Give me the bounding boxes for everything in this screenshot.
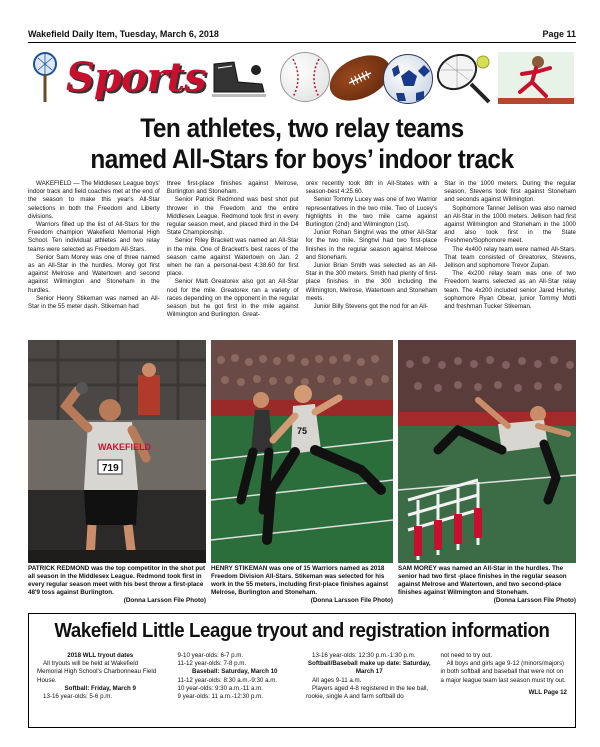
box-text: All tryouts will be held at Wakefield Memorial High School's Charbonneau Field House.: [37, 660, 157, 684]
photo-credit: (Donna Larsson File Photo): [310, 597, 393, 605]
paragraph: Star in the 1000 meters. During the regular season, Stevens took first against Stoneham and seconds against Wilmington.: [444, 180, 576, 204]
little-league-title: Wakefield Little League tryout and registration information: [54, 620, 550, 642]
headline: [50, 113, 554, 175]
sports-banner: [28, 46, 576, 108]
article-body: [28, 180, 576, 332]
box-subhead: Softball: Friday, March 9: [64, 684, 136, 692]
box-text: 9 year-olds: 11 a.m.-12:30 p.m.: [177, 693, 264, 701]
caption-text: SAM MOREY was named an All-Star in the hurdles. The senior had two first -place finishes in the regular season against Melrose and Watertown, and two second-place finishes against Wilmington and Stoneham.: [398, 565, 567, 597]
box-text: All boys and girls age 9-12 (minors/majors) in both softball and baseball that were not on a major league team last season must try out.: [440, 660, 566, 684]
box-text: 13-16 year-olds: 12:30 p.m.-1:30 p.m.: [312, 652, 416, 659]
soccer-ball-icon: [383, 54, 433, 104]
baseball-icon: [280, 52, 330, 102]
article-column-1: [28, 180, 160, 332]
masthead-page-number: Page 11: [542, 29, 576, 39]
caption-text: HENRY STIKEMAN was one of 15 Warriors named as 2018 Freedom Division All-Stars. Stikeman was selected for his work in the 55 meters, including first-place finishes against Melrose, Burlington and Stoneham.: [211, 565, 389, 597]
box-text: 11-12 year-olds: 7-8 p.m.: [177, 660, 247, 668]
box-text: Players aged 4-8 registered in the tee ball, rookie, single A and farm softball do: [306, 684, 429, 701]
masthead-paper-date: Wakefield Daily Item, Tuesday, March 6, 2018: [28, 29, 219, 39]
headline-line-2: named All-Stars for boys’ indoor track: [90, 144, 514, 174]
bib-number: 75: [297, 426, 308, 436]
section-title: Sports: [66, 54, 206, 101]
caption-sprint: [211, 565, 393, 607]
little-league-box: [28, 613, 576, 728]
box-column-2: [172, 652, 299, 701]
track-runner-icon: [498, 52, 574, 104]
photo-shot-put: [28, 340, 206, 563]
paragraph: Senior Henry Stikeman was named an All-Star in the 55 meter dash. Stikeman had: [28, 294, 160, 311]
jump-line: WLL Page 12: [528, 688, 567, 696]
photo-sprint: [211, 340, 393, 563]
paragraph: Junior Rohan Singhvi was the other All-Star for the two mile. Singhvi had two first-place finishes in the regular season against Melrose and Stoneham.: [305, 229, 438, 261]
box-subhead: 2018 WLL tryout dates: [67, 652, 134, 659]
paragraph: The 4x400 relay team were named All-Stars. That team consisted of Greatorex, Stevens, Jellison and sophomore Trevor Zupan.: [444, 245, 576, 270]
paragraph: orex recently took 8th in All-States with a season-best 4:25.60.: [305, 180, 438, 196]
article-column-4: [444, 180, 576, 332]
paragraph: Senior Tommy Lucey was one of two Warrior representatives in the two mile. Two of Lucey's highlights in the two mile came against Burlington (2nd) and Wilmington (1st).: [305, 196, 438, 229]
box-text: 11-12 year-olds: 8:30 a.m.-9:30 a.m.: [177, 676, 278, 684]
jersey-lettering: WAKEFIELD: [98, 442, 151, 452]
paragraph: three first-place finishes against Melrose, Burlington and Stoneham.: [166, 180, 299, 196]
article-column-2: [167, 180, 299, 332]
paragraph: Junior Billy Stevens got the nod for an All-: [313, 303, 429, 311]
box-column-1: [37, 652, 164, 701]
hockey-skate-icon: [208, 56, 268, 101]
box-subhead: Softball/Baseball make up date: Saturday, March 17: [307, 660, 431, 676]
photo-credit: (Donna Larsson File Photo): [493, 597, 576, 605]
paragraph: Senior Riley Brackett was named an All-Star in the mile. One of Brackett's best races of the season came against Watertown on Jan. 2 when he ran a personal-best 4:38.60 for first place.: [166, 237, 299, 278]
caption-hurdles: [398, 565, 576, 607]
headline-line-1: Ten athletes, two relay teams: [140, 113, 464, 143]
bib-number: 719: [102, 463, 119, 474]
photo-strip: [28, 340, 576, 563]
lacrosse-stick-icon: [30, 52, 60, 102]
box-column-4: [441, 652, 568, 701]
photo-captions: [28, 565, 576, 607]
box-text: 9-10 year-olds: 6-7 p.m.: [177, 652, 244, 659]
paragraph: Sophomore Tanner Jellison was also named an All-Star in the 1000 meters. Jellison had first against Wilmington and Stoneham in the 1000 and also took first in the State Freshmen/Sophomore meet.: [444, 204, 576, 245]
paragraph: Senior Matt Greatorex also got an All-Star nod for the mile. Greatorex ran a variety of races depending on the opponent in the regular season but he got first in the mile against Wilmington and Burlington. Great-: [166, 278, 299, 319]
box-text: not need to try out.: [440, 652, 493, 659]
masthead-rule: [28, 42, 576, 43]
box-subhead: Baseball: Saturday, March 10: [191, 668, 278, 676]
paragraph: Senior Patrick Redmond was best shot put thrower in the Freedom and the entire Middlesex League. Redmond took first in every regular season meet, and placed third in the D4 State Championship.: [166, 196, 299, 237]
photo-hurdles: [398, 340, 576, 563]
box-text: All ages 9-11 a.m.: [312, 676, 362, 684]
box-column-3: [306, 652, 433, 701]
box-text: 13-16 year-olds: 5-6 p.m.: [43, 693, 113, 701]
box-text: 10 year-olds: 9:30 a.m.-11 a.m.: [177, 684, 264, 692]
paragraph: Warriors filled up the list of All-Stars for the Freedom champion Wakefield Memorial High School. Ten individual athletes and two relay teams were selected as Freedom All-Stars.: [28, 221, 160, 253]
paragraph: Junior Brian Smith was selected as an All-Star in the 300 meters. Smith had plenty of first-place finishes in the 300 including the Wilmington, Melrose, Watertown and Stoneham meets.: [305, 262, 438, 302]
paragraph: Senior Sam Morey was one of three named as an All-Star in the hurdles. Morey got first against Melrose and Watertown and second against Wilmington and Stoneham in the hurdles.: [28, 253, 160, 294]
tennis-racket-icon: [433, 50, 493, 106]
photo-credit: (Donna Larsson File Photo): [123, 597, 206, 605]
paragraph: WAKEFIELD — The Middlesex League boys' indoor track and field coaches met at the end of the season to make this year's All-Star selections in both the Freedom and Liberty divisions.: [28, 180, 160, 220]
caption-shot-put: [28, 565, 206, 607]
caption-text: PATRICK REDMOND was the top competitor in the shot put all season in the Middlesex League. Redmond took first in every regular season meet with his best throw a first-place 48'9 toss against Burlington.: [28, 565, 206, 597]
masthead: [28, 27, 576, 41]
article-column-3: [306, 180, 438, 332]
paragraph: The 4x200 relay team was one of two Freedom teams selected as an All-Star relay team. The 4x200 included senior Jared Hurley, sophomore Ryan Obear, junior Tommy Motti and freshman Tucker Stikeman.: [444, 270, 576, 311]
